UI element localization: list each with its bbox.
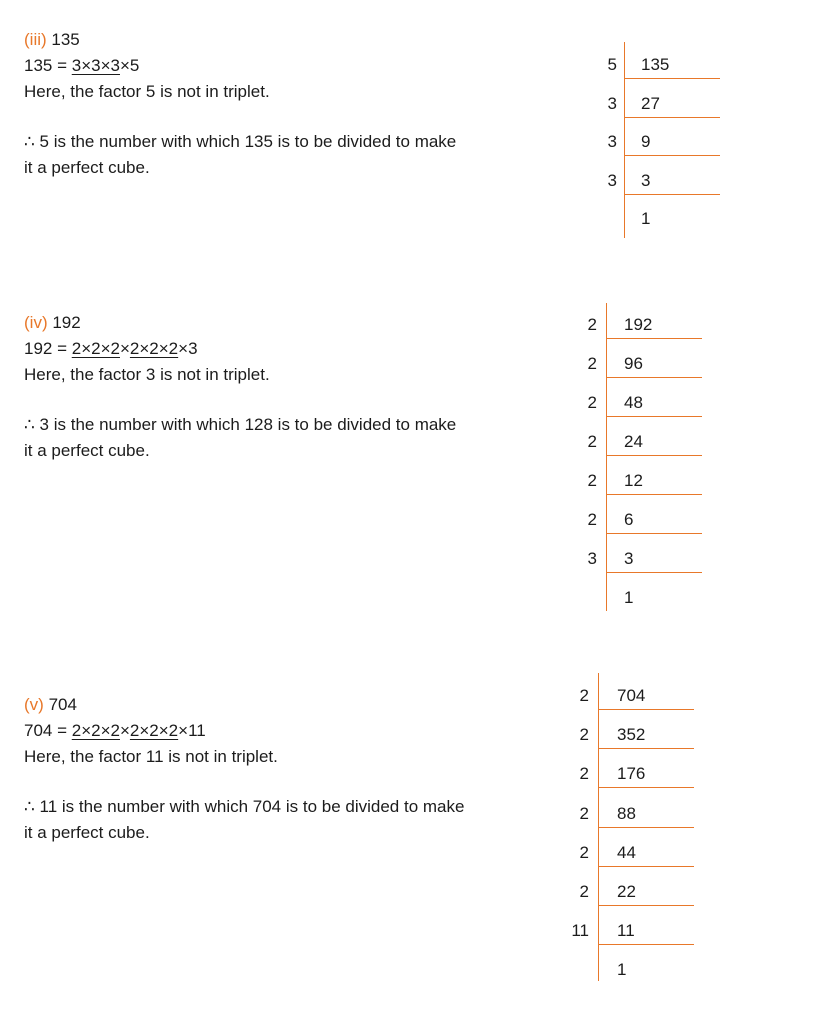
factorization-equation: 135 = 3×3×3×5 [24,56,140,75]
quotient-cell: 1 [617,960,627,980]
conclusion-line: ∴ 3 is the number with which 128 is to be divided to make [24,415,457,434]
row-divider [598,787,694,788]
division-table-192 [560,303,702,611]
divisor-cell: 2 [579,842,589,862]
section-heading [24,692,464,718]
divisor-cell: 3 [587,549,597,568]
table-vertical-line [606,303,607,611]
row-divider [624,117,720,118]
quotient-cell: 704 [617,686,646,705]
quotient-cell: 1 [641,209,651,228]
divisor-cell: 2 [587,354,597,373]
explanation-line: Here, the factor 11 is not in triplet. [24,747,278,766]
quotient-cell: 6 [624,510,634,529]
section-label: (v) [24,695,44,714]
row-divider [606,494,702,495]
triplet-group: 3×3×3 [71,56,120,75]
section-heading [24,27,456,53]
row-divider [606,377,702,378]
row-divider [624,194,720,195]
section-iv [24,310,456,464]
divisor-cell: 2 [579,803,589,823]
divisor-cell: 5 [607,55,617,74]
section-label: (iii) [24,30,47,49]
row-divider [598,866,694,867]
divisor-cell: 2 [579,882,589,901]
quotient-cell: 3 [641,170,651,190]
row-divider [624,78,720,79]
section-number: 135 [51,30,80,49]
divisor-cell: 3 [607,132,617,151]
factorization-equation: 192 = 2×2×2×2×2×2×3 [24,339,198,358]
conclusion-line-continued: it a perfect cube. [24,823,150,842]
section-heading [24,310,456,336]
divisor-cell: 2 [587,432,597,451]
factorization-equation: 704 = 2×2×2×2×2×2×11 [24,721,206,740]
quotient-cell: 1 [624,588,634,607]
row-divider [598,709,694,710]
divisor-cell: 2 [587,471,597,490]
row-divider [606,533,702,534]
quotient-cell: 176 [617,764,646,784]
divisor-cell: 2 [587,393,597,412]
quotient-cell: 192 [624,315,653,334]
quotient-cell: 9 [641,132,651,151]
division-table-135 [575,42,720,238]
explanation-line: Here, the factor 3 is not in triplet. [24,365,270,384]
divisor-cell: 2 [579,686,589,705]
triplet-group: 2×2×2 [71,339,120,358]
row-divider [598,905,694,906]
row-divider [624,155,720,156]
table-vertical-line [624,42,625,238]
explanation-line: Here, the factor 5 is not in triplet. [24,82,270,101]
conclusion-line-continued: it a perfect cube. [24,158,150,177]
section-iii [24,27,456,181]
divisor-cell: 3 [607,170,617,190]
row-divider [606,416,702,417]
quotient-cell: 22 [617,882,636,901]
quotient-cell: 96 [624,354,643,373]
row-divider [606,455,702,456]
row-divider [598,944,694,945]
triplet-group: 2×2×2 [71,721,120,740]
section-v [24,692,464,846]
quotient-cell: 24 [624,432,643,451]
division-table-704 [552,673,694,981]
quotient-cell: 27 [641,93,660,113]
quotient-cell: 12 [624,471,643,490]
divisor-cell: 11 [571,921,589,941]
row-divider [606,338,702,339]
quotient-cell: 48 [624,393,643,412]
divisor-cell: 2 [579,725,589,745]
divisor-cell: 2 [587,510,597,529]
quotient-cell: 3 [624,549,634,568]
section-number: 704 [48,695,77,714]
divisor-cell: 2 [587,315,597,334]
conclusion-line: ∴ 5 is the number with which 135 is to be divided to make [24,132,457,151]
row-divider [598,748,694,749]
triplet-group: 2×2×2 [129,339,179,358]
quotient-cell: 135 [641,55,670,74]
quotient-cell: 11 [617,921,635,941]
quotient-cell: 352 [617,725,646,745]
conclusion-line: ∴ 11 is the number with which 704 is to be divided to make [24,797,465,816]
triplet-group: 2×2×2 [129,721,179,740]
row-divider [598,827,694,828]
conclusion-line-continued: it a perfect cube. [24,441,150,460]
section-label: (iv) [24,313,48,332]
quotient-cell: 44 [617,842,636,862]
divisor-cell: 2 [579,764,589,784]
divisor-cell: 3 [607,93,617,113]
section-number: 192 [52,313,81,332]
row-divider [606,572,702,573]
quotient-cell: 88 [617,803,636,823]
